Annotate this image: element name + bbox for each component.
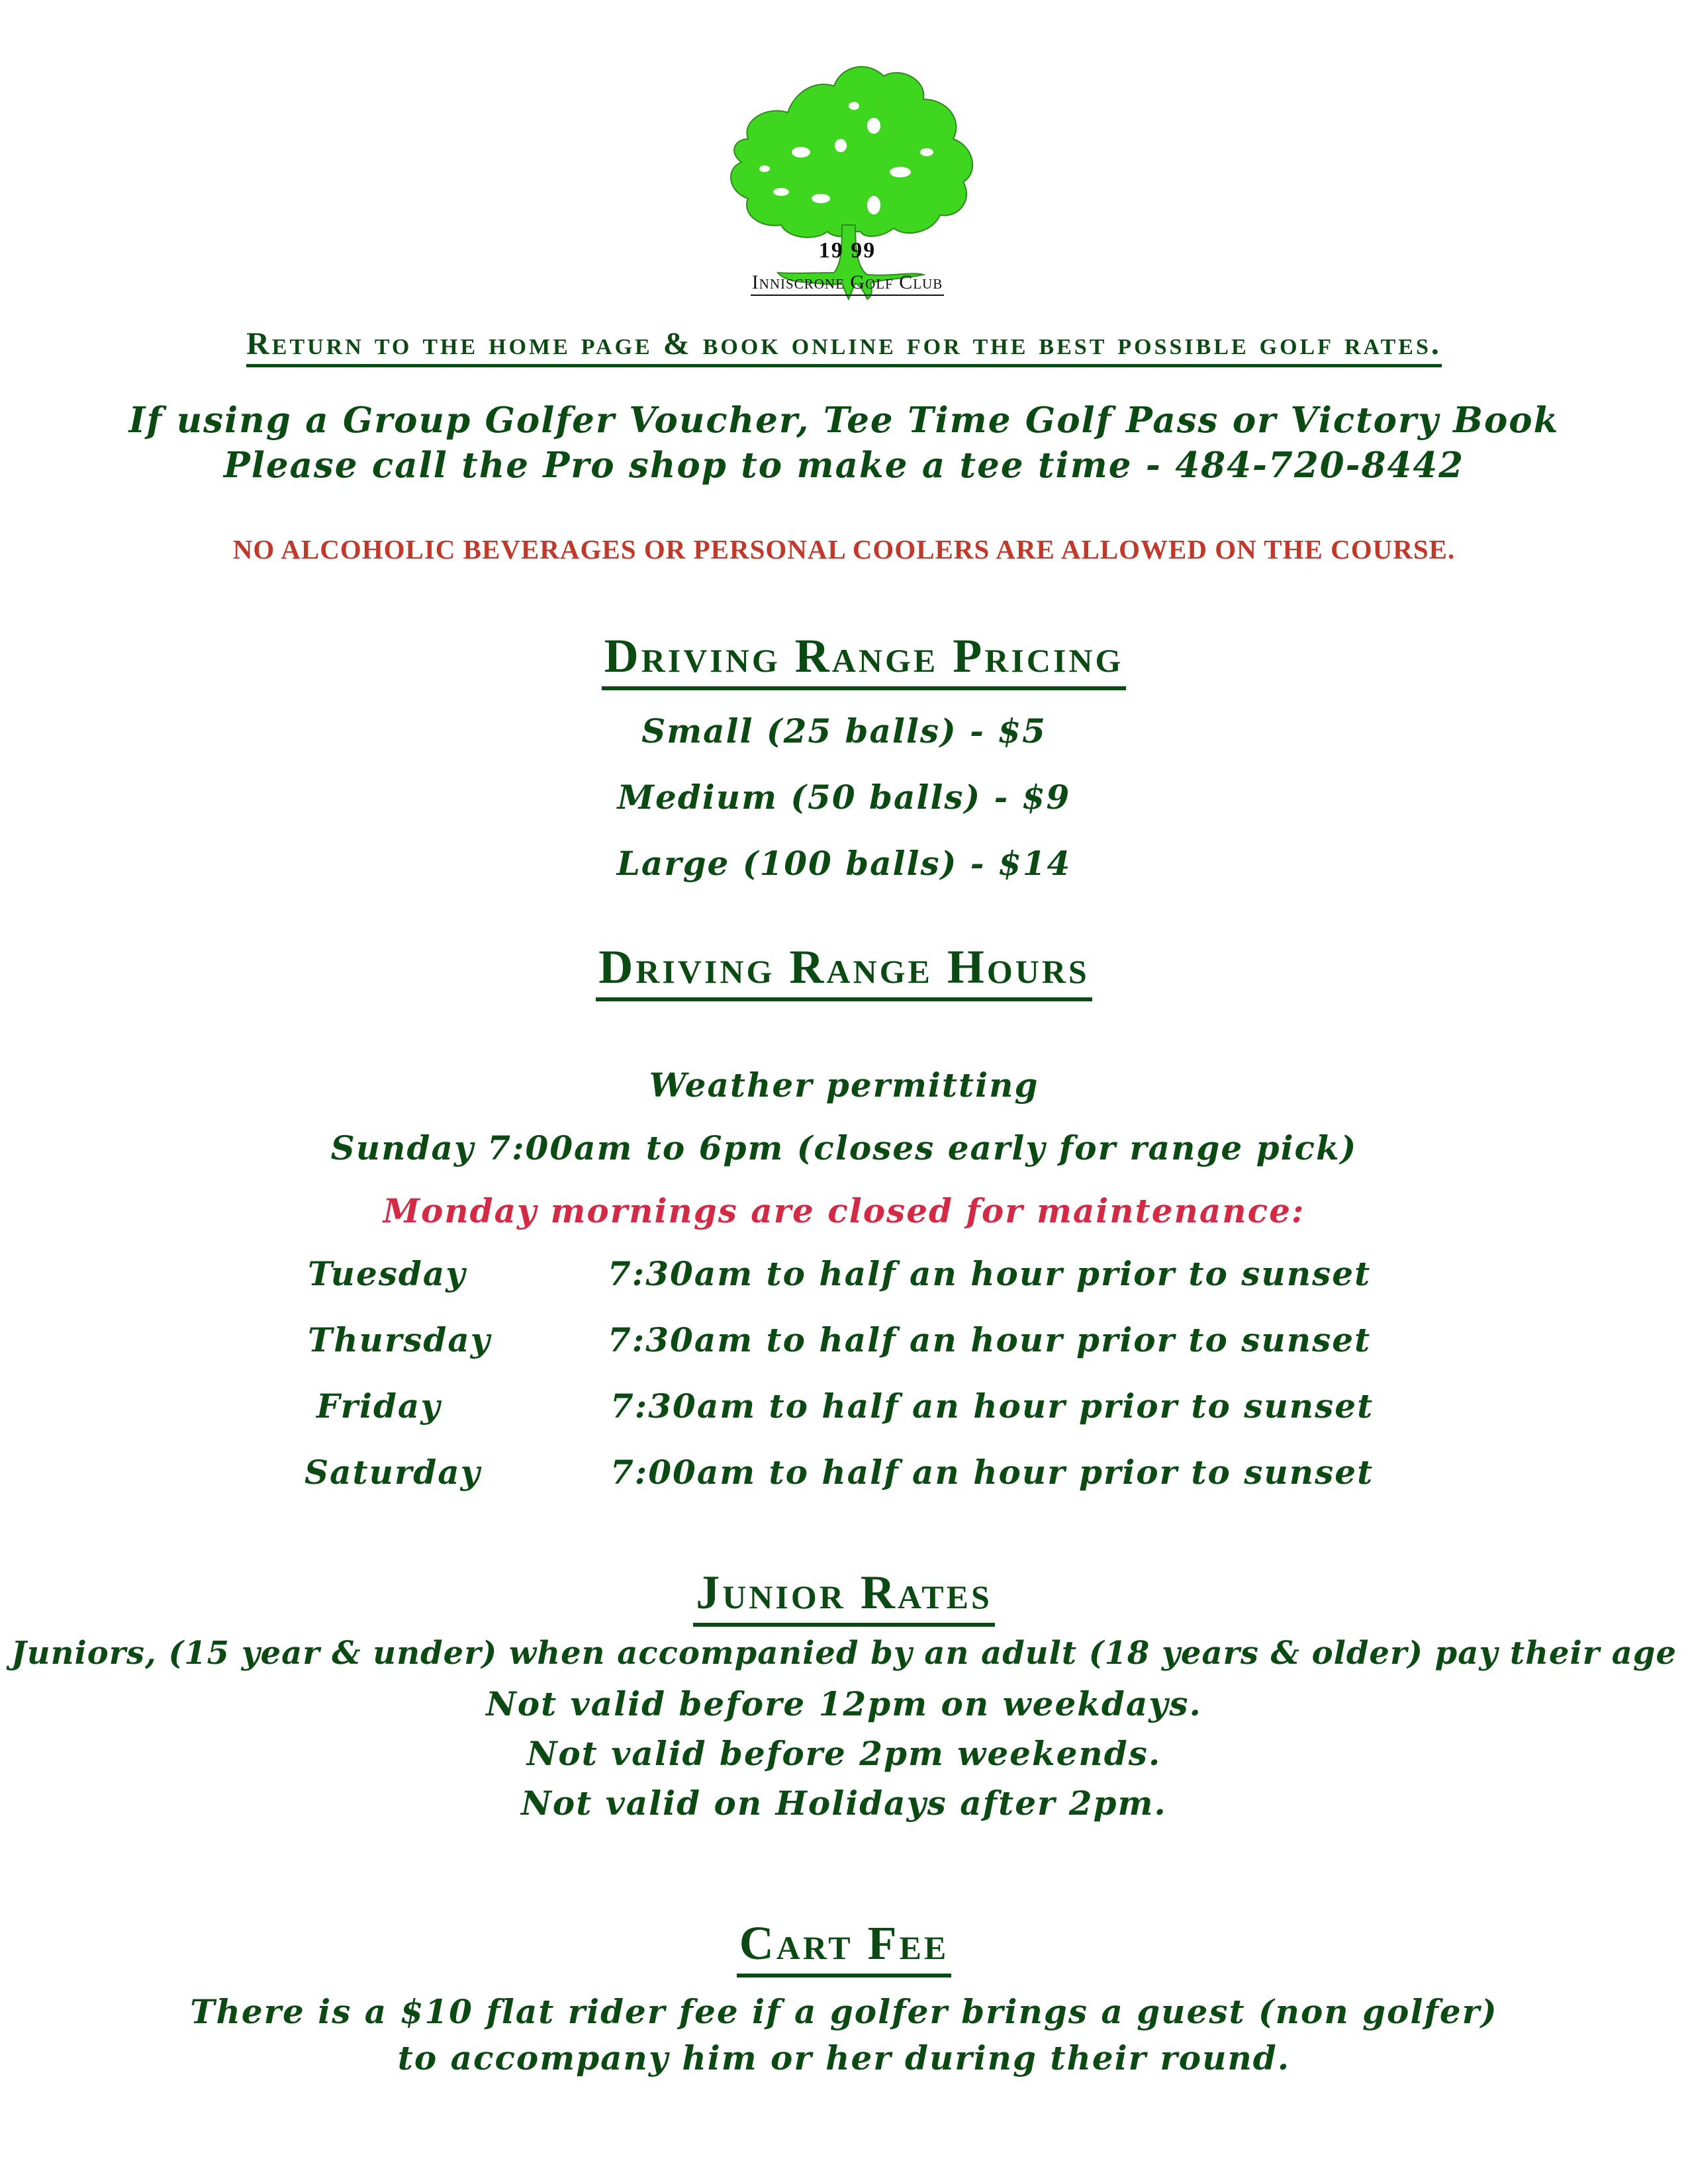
junior-line-4: Not valid on Holidays after 2pm. [521,1784,1167,1823]
voucher-line-2: Please call the Pro shop to make a tee time - 484-720-8442 [223,445,1465,486]
schedule-time-tuesday: 7:30am to half an hour prior to sunset [608,1254,1372,1293]
schedule-day-saturday: Saturday [305,1453,481,1492]
logo-year: 19 99 [818,238,876,263]
cart-fee-line-2: to accompany him or her during their round. [397,2038,1291,2077]
cart-fee-line-1: There is a $10 flat rider fee if a golfer brings a guest (non golfer) [190,1992,1498,2031]
schedule-time-thursday: 7:30am to half an hour prior to sunset [608,1320,1372,1359]
schedule-day-friday: Friday [316,1387,442,1426]
schedule-time-saturday: 7:00am to half an hour prior to sunset [610,1453,1374,1492]
club-logo [702,40,993,304]
junior-line-1: Juniors, (15 year & under) when accompanied by an adult (18 years & older) pay their age [11,1635,1677,1672]
pricing-item-large: Large (100 balls) - $14 [616,844,1072,883]
tree-icon [702,40,993,304]
junior-line-2: Not valid before 12pm on weekdays. [486,1684,1202,1723]
pricing-title: Driving Range Pricing [20,629,1688,684]
monday-closure-note: Monday mornings are closed for maintenance: [383,1191,1305,1230]
cart-fee-title: Cart Fee [0,1916,1688,1971]
return-home-link[interactable]: Return to the home page & book online for the best possible golf rates. [63,326,1625,362]
logo-club-name: Inniscrone Golf Club [702,271,993,294]
voucher-line-1: If using a Group Golfer Voucher, Tee Time Golf Pass or Victory Book [128,400,1560,441]
hours-title: Driving Range Hours [0,940,1688,995]
schedule-time-friday: 7:30am to half an hour prior to sunset [610,1387,1374,1426]
schedule-day-tuesday: Tuesday [308,1254,467,1293]
weather-note: Weather permitting [649,1066,1039,1105]
pricing-item-medium: Medium (50 balls) - $9 [617,778,1071,817]
alcohol-notice: NO ALCOHOLIC BEVERAGES OR PERSONAL COOLERS ARE ALLOWED ON THE COURSE. [232,534,1456,565]
sunday-hours: Sunday 7:00am to 6pm (closes early for range pick) [330,1128,1358,1167]
pricing-item-small: Small (25 balls) - $5 [641,711,1047,751]
junior-title: Junior Rates [0,1565,1688,1620]
junior-line-3: Not valid before 2pm weekends. [526,1734,1162,1773]
schedule-day-thursday: Thursday [308,1320,491,1359]
